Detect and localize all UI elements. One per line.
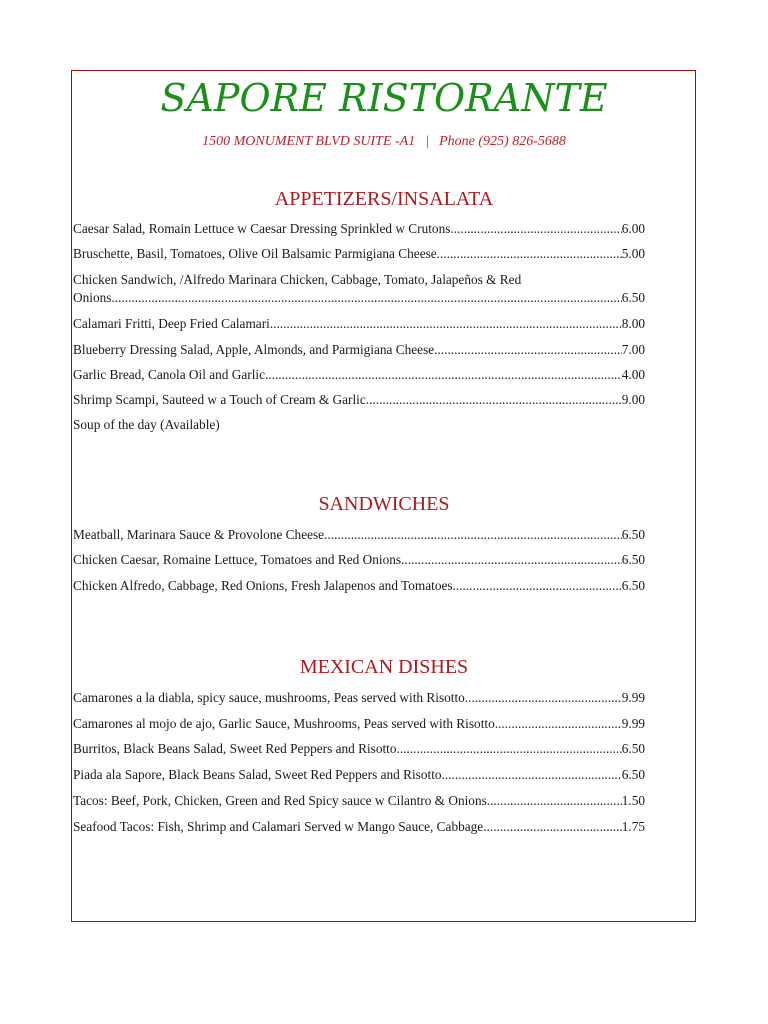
item-name: Caesar Salad, Romain Lettuce w Caesar Dressing Sprinkled w Crutons [73,221,451,236]
leader-dots [465,689,622,707]
menu-item [73,416,645,434]
leader-dots [270,315,622,333]
leader-dots [450,220,621,238]
item-price: 9.99 [621,716,645,731]
item-name: Piada ala Sapore, Black Beans Salad, Sweet Red Peppers and Risotto [73,767,442,782]
phone: Phone (925) 826-5688 [439,134,566,149]
section-heading-appetizers: APPETIZERS/INSALATA [274,188,494,210]
item-name: Seafood Tacos: Fish, Shrimp and Calamari Served w Mango Sauce, Cabbage [73,819,484,834]
item-name: Tacos: Beef, Pork, Chicken, Green and Red Spicy sauce w Cilantro & Onions [73,793,487,808]
item-price: 6.00 [621,221,645,236]
menu-item [73,245,645,263]
leader-dots [401,551,622,569]
leader-dots [453,577,622,595]
item-name: Shrimp Scampi, Sauteed w a Touch of Cream & Garlic [73,392,366,407]
item-price: 9.00 [621,392,645,407]
item-name: Burritos, Black Beans Salad, Sweet Red Peppers and Risotto [73,741,397,756]
item-name: Chicken Alfredo, Cabbage, Red Onions, Fresh Jalapenos and Tomatoes [73,578,453,593]
leader-dots [442,766,622,784]
item-price: 1.75 [621,819,645,834]
item-price: 6.50 [621,741,645,756]
item-name: Bruschette, Basil, Tomatoes, Olive Oil Balsamic Parmigiana Cheese [73,246,437,261]
item-price: 5.00 [621,246,645,261]
menu-item [73,551,645,569]
leader-dots [265,366,622,384]
item-name: Garlic Bread, Canola Oil and Garlic [73,367,265,382]
item-name: Camarones al mojo de ajo, Garlic Sauce, Mushrooms, Peas served with Risotto [73,716,495,731]
item-price: 4.00 [621,367,645,382]
menu-item [73,366,645,384]
item-price: 6.50 [621,767,645,782]
item-name-line: Chicken Sandwich, /Alfredo Marinara Chicken, Cabbage, Tomato, Jalapeños & Red [73,272,522,287]
item-name: Calamari Fritti, Deep Fried Calamari [73,316,270,331]
menu-item [73,818,645,836]
item-name: Onions [73,290,112,305]
item-name: Camarones a la diabla, spicy sauce, mushrooms, Peas served with Risotto [73,690,465,705]
menu-item [73,689,645,707]
menu-item [73,526,645,544]
leader-dots [111,289,621,307]
item-name: Blueberry Dressing Salad, Apple, Almonds, and Parmigiana Cheese [73,342,435,357]
leader-dots [366,391,622,409]
contact-line [0,134,768,150]
menu-item [73,740,645,758]
leader-dots [434,341,622,359]
menu-item [73,792,645,810]
item-name: Soup of the day (Available) [73,417,220,432]
menu-item [73,577,645,595]
item-price: 6.50 [621,578,645,593]
item-name: Chicken Caesar, Romaine Lettuce, Tomatoes and Red Onions [73,552,402,567]
address: 1500 MONUMENT BLVD SUITE -A1 [202,134,416,149]
leader-dots [487,792,622,810]
leader-dots [324,526,622,544]
separator: | [425,134,430,149]
section-heading-sandwiches: SANDWICHES [318,493,450,515]
menu-item [73,766,645,784]
restaurant-name: SAPORE RISTORANTE [160,76,608,120]
leader-dots [437,245,622,263]
menu-item [73,715,645,733]
leader-dots [495,715,622,733]
section-heading-mexican: MEXICAN DISHES [299,656,469,678]
menu-item [73,271,645,307]
item-price: 1.50 [621,793,645,808]
leader-dots [397,740,622,758]
item-price: 6.50 [621,527,645,542]
menu-item [73,315,645,333]
item-price: 9.99 [621,690,645,705]
item-name: Meatball, Marinara Sauce & Provolone Cheese [73,527,325,542]
item-price: 6.50 [621,290,645,305]
item-price: 6.50 [621,552,645,567]
menu-item [73,391,645,409]
item-price: 7.00 [621,342,645,357]
item-price: 8.00 [621,316,645,331]
menu-item [73,341,645,359]
leader-dots [483,818,622,836]
menu-item [73,220,645,238]
